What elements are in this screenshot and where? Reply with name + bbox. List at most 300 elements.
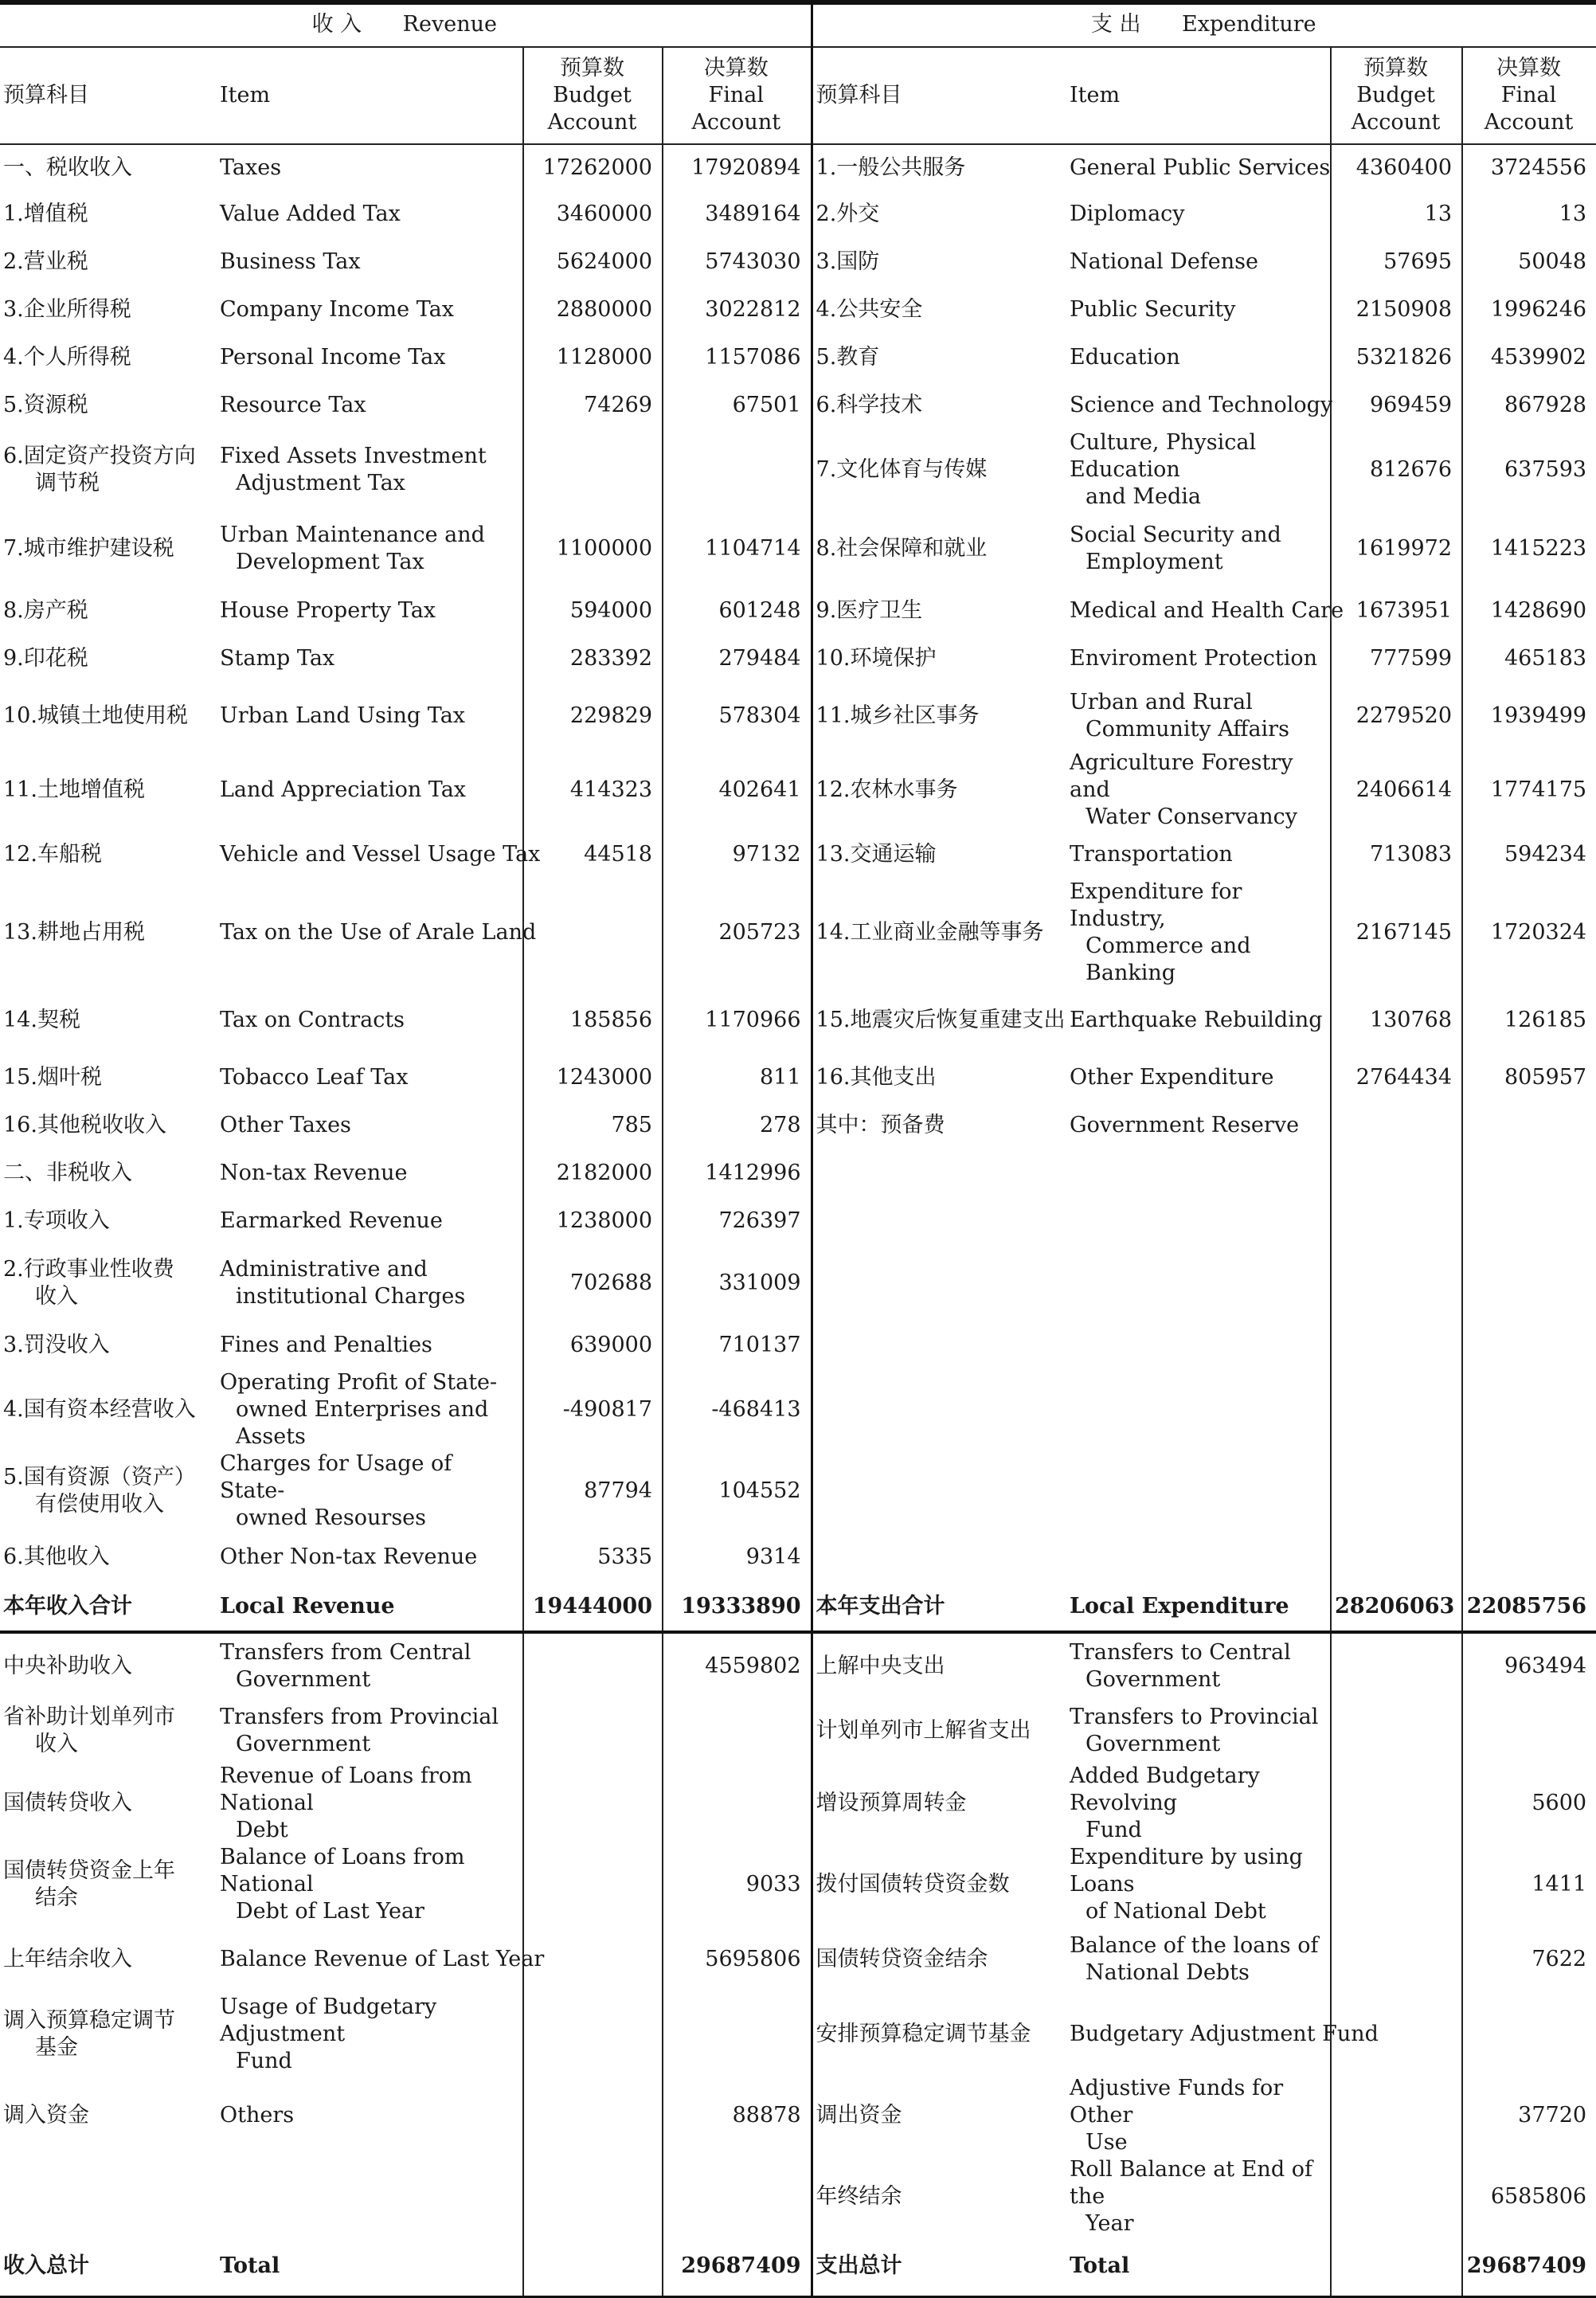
rev-item-text: Urban Maintenance and bbox=[220, 523, 485, 547]
exp-final-text: 126185 bbox=[1504, 1008, 1587, 1032]
exp-subject bbox=[812, 1245, 1066, 1321]
rev-subject bbox=[0, 1583, 217, 1632]
exp-final bbox=[1462, 511, 1596, 587]
rev-item bbox=[217, 334, 523, 382]
exp-subject bbox=[812, 683, 1066, 750]
exp-item-text: Earthquake Rebuilding bbox=[1070, 1008, 1323, 1032]
rev-budget bbox=[523, 635, 663, 683]
rev-budget bbox=[523, 1245, 663, 1321]
exp-budget bbox=[1331, 1054, 1462, 1102]
exp-subject bbox=[812, 587, 1066, 635]
rev-budget bbox=[523, 1994, 663, 2075]
rev-item bbox=[217, 831, 541, 879]
exp-subject-text: 6.科学技术 bbox=[816, 393, 923, 417]
rev-subject bbox=[0, 382, 217, 429]
exp-final-text: 5600 bbox=[1531, 1791, 1587, 1815]
table-row bbox=[0, 635, 1596, 683]
exp-subject bbox=[812, 1102, 1066, 1149]
expenditure-section-title bbox=[812, 2, 1596, 47]
exp-final-text: 6585806 bbox=[1490, 2184, 1587, 2209]
rev-subject bbox=[0, 1450, 217, 1532]
rev-subject-text: 收入总计 bbox=[3, 2253, 89, 2279]
rev-budget bbox=[523, 750, 663, 831]
exp-item-text-cont: Fund bbox=[1086, 1818, 1142, 1842]
rev-final-text: 1157086 bbox=[705, 345, 801, 370]
rev-final bbox=[663, 1149, 812, 1197]
exp-budget-text: 2279520 bbox=[1355, 703, 1453, 728]
exp-item bbox=[1066, 1994, 1379, 2075]
exp-subject bbox=[812, 511, 1066, 587]
exp-item bbox=[1066, 1245, 1331, 1321]
exp-item-text: Agriculture Forestry and bbox=[1070, 750, 1293, 802]
rev-item bbox=[217, 683, 523, 750]
rev-item bbox=[217, 1699, 523, 1763]
rev-budget-text: 785 bbox=[611, 1113, 652, 1137]
exp-item-text-cont: Employment bbox=[1086, 550, 1223, 574]
exp-budget bbox=[1331, 587, 1462, 635]
rev-item-text-cont: owned Resourses bbox=[236, 1505, 427, 1530]
rev-subject-text: 12.车船税 bbox=[3, 842, 102, 867]
rev-final-text: 97132 bbox=[732, 842, 801, 867]
exp-final-text: 867928 bbox=[1504, 393, 1587, 417]
exp-final bbox=[1462, 2156, 1596, 2237]
exp-subject bbox=[812, 382, 1066, 429]
exp-budget bbox=[1331, 831, 1462, 879]
exp-final bbox=[1462, 1532, 1596, 1583]
rev-item bbox=[217, 1245, 523, 1321]
exp-item-text: National Defense bbox=[1070, 249, 1259, 274]
table-row bbox=[0, 2156, 1596, 2237]
exp-budget-text: 4360400 bbox=[1355, 155, 1453, 180]
exp-subject-text: 支出总计 bbox=[816, 2253, 902, 2279]
exp-subject-text: 12.农林水事务 bbox=[816, 777, 958, 802]
rev-final bbox=[663, 1763, 812, 1844]
rev-final bbox=[663, 1699, 812, 1763]
rev-budget bbox=[523, 1632, 663, 1699]
rev-item bbox=[217, 382, 523, 429]
exp-item-text-cont: Water Conservancy bbox=[1086, 804, 1297, 829]
exp-budget bbox=[1331, 750, 1462, 831]
table-row bbox=[0, 334, 1596, 382]
exp-subject bbox=[812, 429, 1066, 511]
rev-final bbox=[663, 831, 812, 879]
expenditure-en: Expenditure bbox=[1182, 12, 1316, 37]
exp-item bbox=[1066, 334, 1331, 382]
exp-subject-text: 15.地震灾后恢复重建支出 bbox=[816, 1008, 1066, 1032]
rev-final-text: 5695806 bbox=[705, 1947, 801, 1971]
col-header-budget-rev bbox=[523, 47, 663, 144]
exp-final bbox=[1462, 1321, 1596, 1369]
exp-final bbox=[1462, 429, 1596, 511]
exp-final bbox=[1462, 1102, 1596, 1149]
final-en1: Final bbox=[1500, 83, 1557, 108]
rev-final-text: 67501 bbox=[732, 393, 801, 417]
exp-final bbox=[1462, 1197, 1596, 1245]
rev-item-text: Transfers from Provincial bbox=[220, 1705, 499, 1729]
table-row bbox=[0, 1054, 1596, 1102]
exp-final-text: 37720 bbox=[1518, 2103, 1587, 2128]
exp-subject-text: 3.国防 bbox=[816, 249, 880, 274]
exp-final-text: 13 bbox=[1559, 202, 1587, 226]
exp-budget bbox=[1331, 1245, 1462, 1321]
rev-item bbox=[217, 1149, 523, 1197]
rev-item-text-cont: Government bbox=[236, 1732, 371, 1756]
rev-budget bbox=[523, 1054, 663, 1102]
table-row bbox=[0, 1632, 1596, 1699]
exp-budget-text: 2150908 bbox=[1355, 297, 1453, 322]
rev-item bbox=[217, 1763, 523, 1844]
rev-item bbox=[217, 1197, 523, 1245]
exp-subject bbox=[812, 286, 1066, 334]
exp-subject-text: 上解中央支出 bbox=[816, 1654, 945, 1678]
rev-final-text: 402641 bbox=[718, 777, 801, 802]
exp-budget bbox=[1331, 334, 1462, 382]
rev-budget bbox=[523, 334, 663, 382]
rev-item-text: Business Tax bbox=[220, 249, 361, 274]
exp-subject-text: 10.环境保护 bbox=[816, 646, 937, 671]
rev-item bbox=[217, 1583, 523, 1632]
exp-item-text: Transfers to Provincial bbox=[1070, 1705, 1319, 1729]
exp-final bbox=[1462, 1699, 1596, 1763]
rev-subject bbox=[0, 511, 217, 587]
rev-final-text: 1104714 bbox=[705, 536, 801, 561]
rev-item bbox=[217, 286, 523, 334]
exp-subject bbox=[812, 334, 1066, 382]
exp-subject bbox=[812, 1583, 1066, 1632]
exp-subject-text: 增设预算周转金 bbox=[816, 1791, 967, 1815]
rev-final-text: 279484 bbox=[718, 646, 801, 671]
rev-final-text: 3022812 bbox=[705, 297, 801, 322]
exp-final bbox=[1462, 1632, 1596, 1699]
exp-item-text: Government Reserve bbox=[1070, 1113, 1300, 1137]
table-row bbox=[0, 238, 1596, 286]
exp-budget bbox=[1331, 879, 1462, 987]
exp-final bbox=[1462, 879, 1596, 987]
rev-budget bbox=[523, 144, 663, 190]
rev-final-text: 578304 bbox=[718, 703, 801, 728]
exp-item-text-cont: Government bbox=[1086, 1667, 1221, 1692]
exp-subject-text: 安排预算稳定调节基金 bbox=[816, 2022, 1031, 2046]
exp-item-text: Expenditure by using Loans bbox=[1070, 1845, 1303, 1897]
exp-subject bbox=[812, 1054, 1066, 1102]
rev-item bbox=[217, 238, 523, 286]
exp-budget bbox=[1331, 2156, 1462, 2237]
exp-subject-text: 9.医疗卫生 bbox=[816, 598, 923, 623]
rev-subject bbox=[0, 1149, 217, 1197]
table-row bbox=[0, 1197, 1596, 1245]
exp-item-text: Transfers to Central bbox=[1070, 1640, 1291, 1665]
exp-final-text: 963494 bbox=[1504, 1654, 1587, 1678]
rev-subject-text: 6.其他收入 bbox=[3, 1544, 110, 1569]
exp-budget bbox=[1331, 144, 1462, 190]
final-en2: Account bbox=[691, 110, 781, 135]
rev-budget bbox=[523, 1369, 663, 1450]
rev-final bbox=[663, 1532, 812, 1583]
rev-item-text-cont: Development Tax bbox=[236, 550, 424, 574]
rev-subject-text: 一、税收收入 bbox=[3, 155, 132, 180]
rev-subject bbox=[0, 1532, 217, 1583]
exp-item-text: Education bbox=[1070, 345, 1180, 370]
exp-subject-text: 13.交通运输 bbox=[816, 842, 937, 867]
table-row bbox=[0, 286, 1596, 334]
rev-item-text: Vehicle and Vessel Usage Tax bbox=[220, 842, 541, 867]
rev-item-text: Balance of Loans from National bbox=[220, 1845, 465, 1897]
rev-budget-text: 2880000 bbox=[556, 297, 652, 322]
table-row bbox=[0, 879, 1596, 987]
rev-budget-text: 229829 bbox=[569, 703, 652, 728]
rev-item-text: Tobacco Leaf Tax bbox=[220, 1065, 409, 1090]
table-row bbox=[0, 190, 1596, 238]
rev-budget-text: 5624000 bbox=[556, 249, 652, 274]
exp-item-text: Roll Balance at End of the bbox=[1070, 2157, 1312, 2209]
revenue-section-title bbox=[0, 2, 812, 47]
exp-final-text: 594234 bbox=[1504, 842, 1587, 867]
rev-final bbox=[663, 429, 812, 511]
exp-final-text: 22085756 bbox=[1466, 1594, 1587, 1619]
rev-final bbox=[663, 1054, 812, 1102]
exp-item bbox=[1066, 587, 1344, 635]
rev-item-text: Local Revenue bbox=[220, 1594, 395, 1619]
rev-item bbox=[217, 1632, 523, 1699]
exp-item bbox=[1066, 144, 1331, 190]
exp-item-text: Medical and Health Care bbox=[1070, 598, 1344, 623]
exp-subject bbox=[812, 190, 1066, 238]
table-row bbox=[0, 987, 1596, 1054]
rev-budget-text: 594000 bbox=[569, 598, 652, 623]
exp-final-text: 637593 bbox=[1504, 457, 1587, 482]
exp-subject bbox=[812, 2156, 1066, 2237]
col-header-final-rev bbox=[663, 47, 812, 144]
exp-budget bbox=[1331, 1583, 1462, 1632]
rev-item-text: Value Added Tax bbox=[220, 202, 401, 226]
exp-item bbox=[1066, 1450, 1331, 1532]
exp-item-text: Other Expenditure bbox=[1070, 1065, 1274, 1090]
budget-en1: Budget bbox=[553, 83, 632, 108]
rev-budget bbox=[523, 683, 663, 750]
rev-item-text: Usage of Budgetary Adjustment bbox=[220, 1995, 437, 2046]
rev-subject bbox=[0, 750, 217, 831]
exp-subject bbox=[812, 1699, 1066, 1763]
exp-item-text: Transportation bbox=[1070, 842, 1233, 867]
rev-subject bbox=[0, 1763, 217, 1844]
exp-item-text: Added Budgetary Revolving bbox=[1070, 1764, 1260, 1815]
exp-subject-text: 国债转贷资金结余 bbox=[816, 1947, 988, 1971]
exp-item bbox=[1066, 190, 1331, 238]
exp-item bbox=[1066, 2075, 1331, 2156]
exp-subject-text: 年终结余 bbox=[816, 2184, 902, 2209]
exp-budget-text: 130768 bbox=[1369, 1008, 1453, 1032]
rev-budget-text: 19444000 bbox=[532, 1594, 652, 1619]
rev-item-text: Company Income Tax bbox=[220, 297, 454, 322]
rev-subject bbox=[0, 987, 217, 1054]
rev-final-text: 19333890 bbox=[681, 1594, 801, 1619]
rev-subject bbox=[0, 190, 217, 238]
rev-item bbox=[217, 1994, 523, 2075]
exp-subject-text: 调出资金 bbox=[816, 2103, 902, 2128]
table-row bbox=[0, 1321, 1596, 1369]
rev-item-text: Charges for Usage of State- bbox=[220, 1451, 452, 1503]
rev-item-text: Other Non-tax Revenue bbox=[220, 1544, 478, 1569]
rev-final-text: 205723 bbox=[718, 920, 801, 945]
rev-final bbox=[663, 1197, 812, 1245]
exp-subject bbox=[812, 831, 1066, 879]
rev-subject-text: 3.罚没收入 bbox=[3, 1333, 110, 1357]
exp-item-text: Public Security bbox=[1070, 297, 1236, 322]
rev-item bbox=[217, 1532, 523, 1583]
rev-item bbox=[217, 2156, 523, 2237]
rev-subject-text: 2.行政事业性收费 bbox=[3, 1257, 174, 1282]
exp-item-text: Science and Technology bbox=[1070, 393, 1333, 417]
budget-en1: Budget bbox=[1356, 83, 1435, 108]
exp-final-text: 29687409 bbox=[1466, 2253, 1587, 2279]
rev-budget bbox=[523, 1197, 663, 1245]
rev-item bbox=[217, 429, 523, 511]
exp-item bbox=[1066, 1321, 1331, 1369]
rev-subject-text: 5.资源税 bbox=[3, 393, 88, 417]
rev-final bbox=[663, 190, 812, 238]
rev-final bbox=[663, 587, 812, 635]
exp-budget-text: 969459 bbox=[1369, 393, 1453, 417]
exp-budget-text: 713083 bbox=[1369, 842, 1453, 867]
rev-subject-text: 4.个人所得税 bbox=[3, 345, 131, 370]
table-row bbox=[0, 831, 1596, 879]
rev-subject bbox=[0, 1994, 217, 2075]
table-row bbox=[0, 2237, 1596, 2296]
rev-budget-text: 414323 bbox=[569, 777, 652, 802]
rev-item-text: Urban Land Using Tax bbox=[220, 703, 466, 728]
rev-final bbox=[663, 286, 812, 334]
table-row bbox=[0, 1583, 1596, 1632]
budget-zh: 预算数 bbox=[1363, 56, 1429, 80]
rev-final-text: 278 bbox=[759, 1113, 801, 1137]
budget-en2: Account bbox=[547, 110, 637, 135]
rev-subject-text-cont: 结余 bbox=[35, 1885, 78, 1910]
rev-item-text: Non-tax Revenue bbox=[220, 1161, 408, 1185]
rev-item bbox=[217, 635, 523, 683]
exp-item-text-cont: Commerce and Banking bbox=[1086, 934, 1251, 985]
exp-budget-text: 2406614 bbox=[1355, 777, 1453, 802]
exp-budget bbox=[1331, 1321, 1462, 1369]
rev-budget bbox=[523, 1844, 663, 1925]
rev-subject-text: 调入资金 bbox=[3, 2103, 89, 2128]
exp-subject bbox=[812, 1994, 1066, 2075]
exp-budget-text: 2167145 bbox=[1355, 920, 1453, 945]
exp-item-text-cont: and Media bbox=[1086, 484, 1202, 509]
rev-subject bbox=[0, 635, 217, 683]
rev-item-text-cont: Debt bbox=[236, 1818, 288, 1842]
exp-subject-text: 本年支出合计 bbox=[816, 1594, 945, 1619]
rev-budget-text: 3460000 bbox=[556, 202, 652, 226]
rev-subject-text: 国债转贷资金上年 bbox=[3, 1858, 175, 1883]
rev-subject-text: 调入预算稳定调节 bbox=[3, 2008, 175, 2033]
exp-final bbox=[1462, 1844, 1596, 1925]
exp-item bbox=[1066, 1763, 1331, 1844]
exp-item-text: Culture, Physical Education bbox=[1070, 430, 1257, 482]
rev-budget-text: 1128000 bbox=[556, 345, 652, 370]
exp-subject bbox=[812, 1632, 1066, 1699]
exp-item bbox=[1066, 1532, 1331, 1583]
exp-final bbox=[1462, 1450, 1596, 1532]
rev-final-text: 29687409 bbox=[681, 2253, 801, 2279]
rev-final bbox=[663, 879, 812, 987]
rev-final bbox=[663, 1632, 812, 1699]
rev-item bbox=[217, 511, 523, 587]
rev-subject bbox=[0, 334, 217, 382]
rev-final-text: 9033 bbox=[745, 1872, 801, 1897]
rev-item bbox=[217, 1369, 523, 1450]
rev-subject bbox=[0, 429, 217, 511]
exp-subject bbox=[812, 750, 1066, 831]
exp-subject bbox=[812, 238, 1066, 286]
rev-budget bbox=[523, 2237, 663, 2296]
rev-subject-text: 11.土地增值税 bbox=[3, 777, 145, 802]
rev-subject bbox=[0, 1197, 217, 1245]
exp-item-text: Diplomacy bbox=[1070, 202, 1185, 226]
exp-subject bbox=[812, 987, 1066, 1054]
rev-subject-text: 7.城市维护建设税 bbox=[3, 536, 174, 561]
rev-item-text: Land Appreciation Tax bbox=[220, 777, 467, 802]
rev-budget bbox=[523, 190, 663, 238]
exp-item-text: Budgetary Adjustment Fund bbox=[1070, 2022, 1379, 2046]
rev-budget-text: 44518 bbox=[584, 842, 652, 867]
table-row bbox=[0, 1532, 1596, 1583]
rev-final-text: 1170966 bbox=[705, 1008, 801, 1032]
rev-subject bbox=[0, 1054, 217, 1102]
exp-item bbox=[1066, 238, 1331, 286]
rev-budget bbox=[523, 511, 663, 587]
exp-subject-text: 16.其他支出 bbox=[816, 1065, 937, 1090]
table-row bbox=[0, 1763, 1596, 1844]
exp-budget bbox=[1331, 1369, 1462, 1450]
exp-budget bbox=[1331, 1450, 1462, 1532]
rev-item-text: Fixed Assets Investment bbox=[220, 444, 487, 468]
rev-item-text-cont: Government bbox=[236, 1667, 371, 1692]
rev-subject-text: 3.企业所得税 bbox=[3, 297, 131, 322]
rev-budget bbox=[523, 238, 663, 286]
exp-item-text: Adjustive Funds for Other bbox=[1070, 2076, 1284, 2128]
exp-item-text: Total bbox=[1070, 2253, 1130, 2279]
rev-final bbox=[663, 1450, 812, 1532]
exp-budget bbox=[1331, 1844, 1462, 1925]
col-header-budget-exp bbox=[1331, 47, 1462, 144]
rev-subject bbox=[0, 286, 217, 334]
final-en1: Final bbox=[708, 83, 764, 108]
rev-item-text: Balance Revenue of Last Year bbox=[220, 1947, 545, 1971]
rev-item-text: Others bbox=[220, 2103, 295, 2128]
rev-subject bbox=[0, 238, 217, 286]
exp-budget-text: 5321826 bbox=[1355, 345, 1453, 370]
col-header-item-exp: Item bbox=[1066, 47, 1331, 144]
rev-budget-text: 1100000 bbox=[556, 536, 652, 561]
exp-budget bbox=[1331, 382, 1462, 429]
rev-final-text: 710137 bbox=[718, 1333, 801, 1357]
exp-budget bbox=[1331, 1149, 1462, 1197]
exp-final bbox=[1462, 1583, 1596, 1632]
table-row bbox=[0, 1699, 1596, 1763]
exp-subject bbox=[812, 2237, 1066, 2296]
rev-final bbox=[663, 144, 812, 190]
table-row bbox=[0, 2075, 1596, 2156]
rev-item bbox=[217, 144, 523, 190]
rev-item-text: Operating Profit of State- bbox=[220, 1370, 498, 1395]
exp-final bbox=[1462, 2237, 1596, 2296]
table-row bbox=[0, 1102, 1596, 1149]
table-row bbox=[0, 144, 1596, 190]
rev-budget-text: 702688 bbox=[569, 1270, 652, 1295]
revenue-zh: 收 入 bbox=[311, 12, 362, 37]
exp-item-text-cont: Year bbox=[1086, 2211, 1134, 2236]
exp-item-text: Expenditure for Industry, bbox=[1070, 879, 1242, 931]
